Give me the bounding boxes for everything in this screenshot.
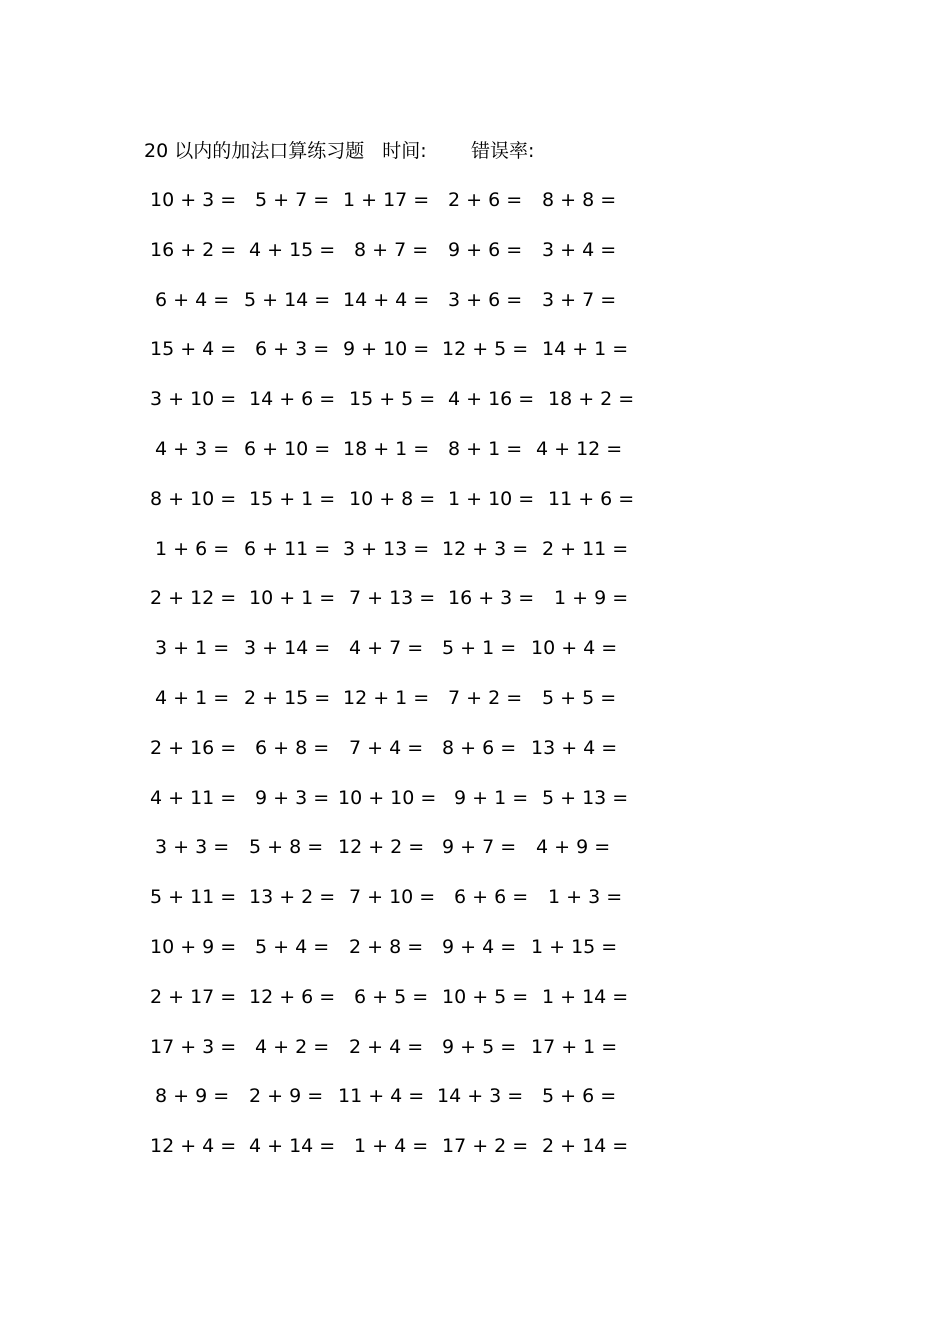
problem-cell: 2 + 4 = (349, 1035, 424, 1058)
problem-cell: 6 + 6 = (454, 886, 529, 909)
problem-cell: 8 + 6 = (442, 736, 517, 759)
problem-cell: 5 + 8 = (249, 836, 324, 859)
problem-cell: 9 + 1 = (454, 786, 529, 809)
problem-row (150, 983, 630, 1033)
problem-cell: 4 + 3 = (155, 437, 230, 460)
problem-cell: 6 + 10 = (244, 437, 331, 460)
problem-cell: 5 + 11 = (150, 886, 237, 909)
problem-row (150, 734, 630, 784)
problem-cell: 7 + 2 = (448, 686, 523, 709)
problem-cell: 9 + 5 = (442, 1035, 517, 1058)
problem-cell: 6 + 11 = (244, 537, 331, 560)
problem-cell: 8 + 7 = (354, 238, 429, 261)
problem-row (150, 485, 635, 535)
problem-row (150, 784, 630, 834)
problem-cell: 17 + 2 = (442, 1135, 529, 1158)
problem-cell: 11 + 6 = (548, 487, 635, 510)
problem-row (150, 584, 630, 634)
problem-cell: 4 + 1 = (155, 686, 230, 709)
problem-cell: 12 + 2 = (338, 836, 425, 859)
problem-row (150, 335, 630, 385)
problem-cell: 5 + 5 = (542, 686, 617, 709)
problem-cell: 4 + 12 = (536, 437, 623, 460)
problem-cell: 14 + 4 = (343, 288, 430, 311)
problem-cell: 4 + 16 = (448, 388, 535, 411)
problem-cell: 10 + 5 = (442, 985, 529, 1008)
problem-cell: 4 + 2 = (255, 1035, 330, 1058)
problem-cell: 7 + 4 = (349, 736, 424, 759)
problem-cell: 3 + 4 = (542, 238, 617, 261)
problem-cell: 1 + 6 = (155, 537, 230, 560)
problem-cell: 8 + 10 = (150, 487, 237, 510)
problem-cell: 12 + 4 = (150, 1135, 237, 1158)
problem-cell: 12 + 5 = (442, 338, 529, 361)
problem-cell: 3 + 6 = (448, 288, 523, 311)
problem-cell: 9 + 7 = (442, 836, 517, 859)
problem-cell: 12 + 6 = (249, 985, 336, 1008)
problem-cell: 8 + 1 = (448, 437, 523, 460)
problem-cell: 2 + 17 = (150, 985, 237, 1008)
problem-grid (150, 186, 635, 1182)
problem-cell: 9 + 4 = (442, 935, 517, 958)
problem-cell: 10 + 10 = (338, 786, 437, 809)
problem-cell: 4 + 7 = (349, 637, 424, 660)
problem-cell: 15 + 5 = (349, 388, 436, 411)
problem-cell: 17 + 3 = (150, 1035, 237, 1058)
problem-cell: 4 + 11 = (150, 786, 237, 809)
problem-cell: 2 + 6 = (448, 189, 523, 211)
problem-cell: 9 + 3 = (255, 786, 330, 809)
problem-cell: 18 + 1 = (343, 437, 430, 460)
problem-cell: 13 + 4 = (531, 736, 618, 759)
problem-cell: 2 + 15 = (244, 686, 331, 709)
problem-cell: 3 + 10 = (150, 388, 237, 411)
problem-row (150, 634, 630, 684)
problem-row (150, 883, 630, 933)
problem-cell: 4 + 9 = (536, 836, 611, 859)
problem-cell: 6 + 3 = (255, 338, 330, 361)
problem-cell: 15 + 1 = (249, 487, 336, 510)
worksheet-title: 20 以内的加法口算练习题 (144, 140, 365, 162)
problem-row (150, 535, 630, 585)
problem-cell: 9 + 6 = (448, 238, 523, 261)
worksheet-header (144, 138, 535, 164)
problem-cell: 18 + 2 = (548, 388, 635, 411)
problem-cell: 3 + 3 = (155, 836, 230, 859)
problem-cell: 12 + 3 = (442, 537, 529, 560)
problem-cell: 12 + 1 = (343, 686, 430, 709)
problem-cell: 1 + 17 = (343, 189, 430, 211)
problem-cell: 17 + 1 = (531, 1035, 618, 1058)
problem-cell: 2 + 16 = (150, 736, 237, 759)
problem-cell: 1 + 14 = (542, 985, 629, 1008)
problem-cell: 5 + 7 = (255, 189, 330, 211)
problem-cell: 1 + 10 = (448, 487, 535, 510)
problem-cell: 3 + 14 = (244, 637, 331, 660)
problem-cell: 14 + 6 = (249, 388, 336, 411)
error-rate-label: 错误率: (471, 140, 535, 162)
problem-cell: 10 + 1 = (249, 587, 336, 610)
problem-cell: 6 + 4 = (155, 288, 230, 311)
problem-cell: 4 + 14 = (249, 1135, 336, 1158)
problem-cell: 2 + 9 = (249, 1085, 324, 1108)
problem-row (150, 833, 630, 883)
problem-cell: 14 + 1 = (542, 338, 629, 361)
problem-cell: 1 + 4 = (354, 1135, 429, 1158)
problem-cell: 8 + 9 = (155, 1085, 230, 1108)
problem-cell: 5 + 6 = (542, 1085, 617, 1108)
problem-cell: 10 + 9 = (150, 935, 237, 958)
problem-row (150, 186, 630, 236)
problem-row (150, 1033, 630, 1083)
problem-cell: 2 + 14 = (542, 1135, 629, 1158)
problem-row (150, 435, 630, 485)
problem-cell: 5 + 14 = (244, 288, 331, 311)
problem-cell: 15 + 4 = (150, 338, 237, 361)
problem-cell: 16 + 2 = (150, 238, 237, 261)
problem-cell: 8 + 8 = (542, 189, 617, 211)
problem-cell: 9 + 10 = (343, 338, 430, 361)
problem-cell: 10 + 3 = (150, 189, 237, 211)
problem-cell: 2 + 11 = (542, 537, 629, 560)
problem-cell: 11 + 4 = (338, 1085, 425, 1108)
problem-cell: 14 + 3 = (437, 1085, 524, 1108)
problem-cell: 4 + 15 = (249, 238, 336, 261)
problem-cell: 6 + 5 = (354, 985, 429, 1008)
problem-cell: 10 + 8 = (349, 487, 436, 510)
problem-row (150, 286, 630, 336)
problem-cell: 16 + 3 = (448, 587, 535, 610)
problem-cell: 5 + 1 = (442, 637, 517, 660)
problem-cell: 3 + 13 = (343, 537, 430, 560)
problem-cell: 1 + 15 = (531, 935, 618, 958)
problem-cell: 3 + 7 = (542, 288, 617, 311)
problem-row (150, 385, 635, 435)
problem-cell: 5 + 13 = (542, 786, 629, 809)
problem-row (150, 1132, 630, 1182)
problem-row (150, 236, 630, 286)
problem-row (150, 684, 630, 734)
problem-cell: 7 + 13 = (349, 587, 436, 610)
problem-row (150, 933, 630, 983)
problem-cell: 6 + 8 = (255, 736, 330, 759)
problem-cell: 10 + 4 = (531, 637, 618, 660)
problem-cell: 1 + 3 = (548, 886, 623, 909)
problem-cell: 3 + 1 = (155, 637, 230, 660)
problem-cell: 5 + 4 = (255, 935, 330, 958)
problem-row (150, 1082, 630, 1132)
problem-cell: 7 + 10 = (349, 886, 436, 909)
problem-cell: 13 + 2 = (249, 886, 336, 909)
problem-cell: 2 + 8 = (349, 935, 424, 958)
time-label: 时间: (382, 140, 427, 162)
problem-cell: 2 + 12 = (150, 587, 237, 610)
problem-cell: 1 + 9 = (554, 587, 629, 610)
